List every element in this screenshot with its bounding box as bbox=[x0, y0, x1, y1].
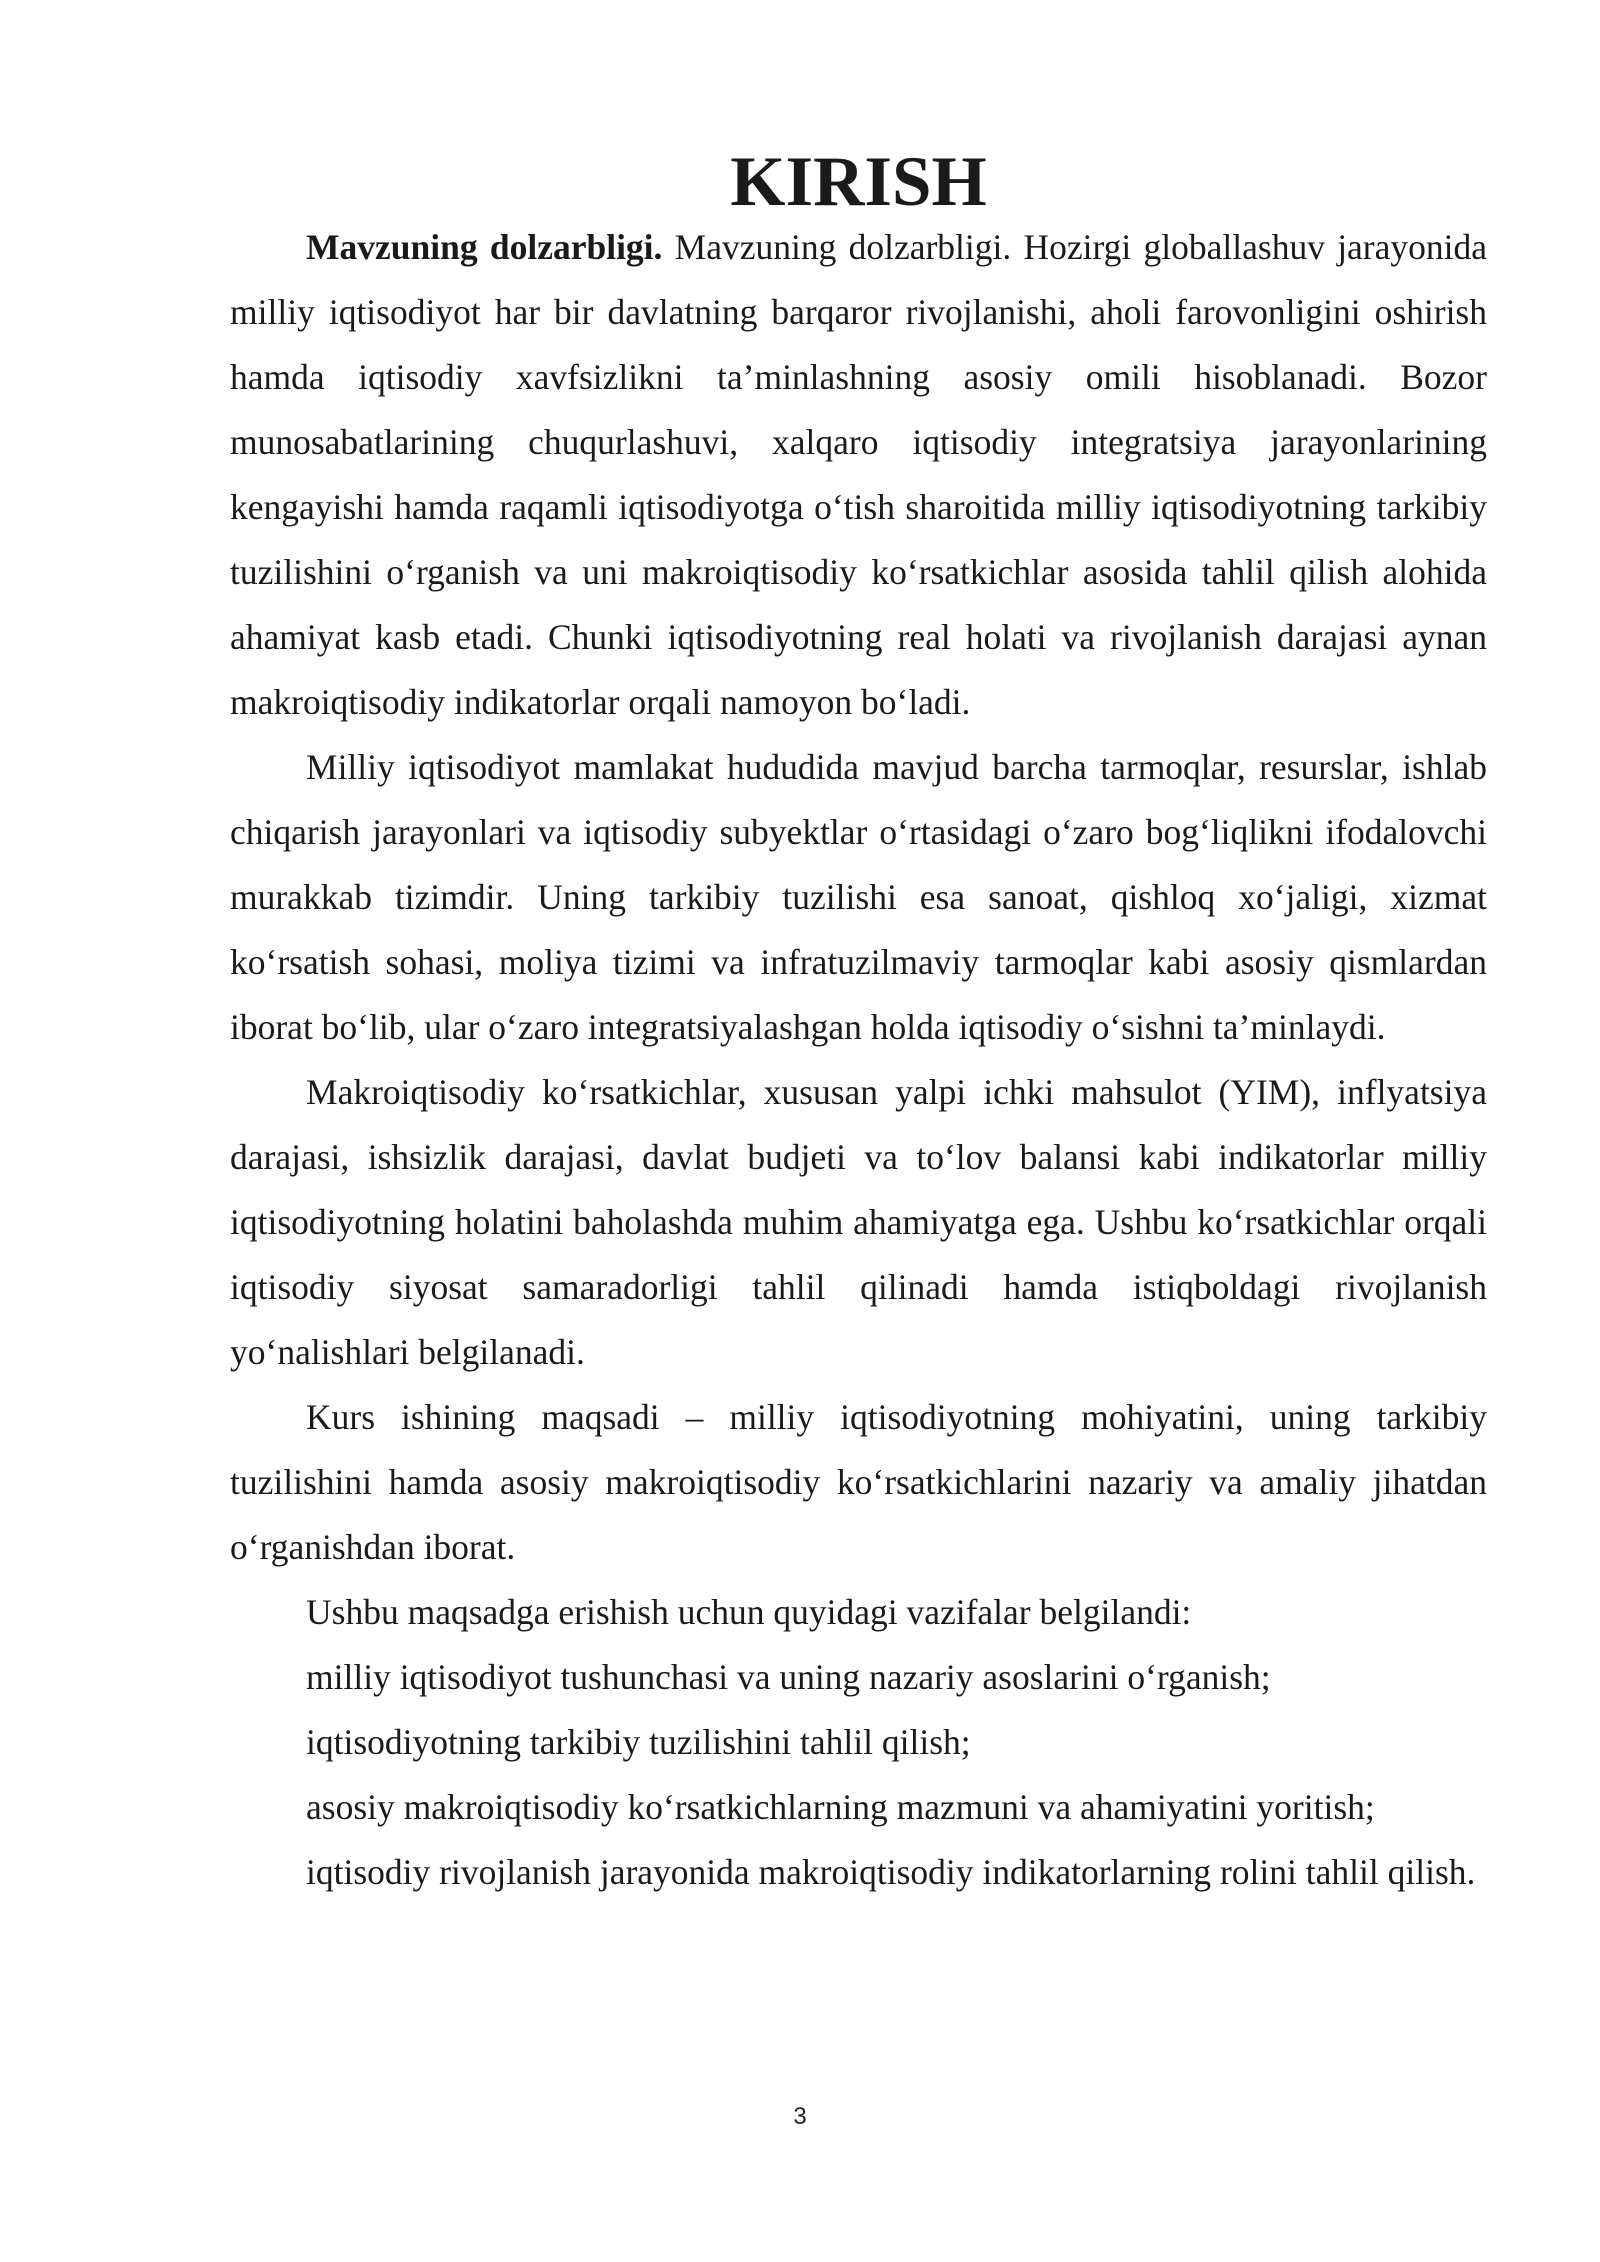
task-item: milliy iqtisodiyot tushunchasi va uning nazariy asoslarini o‘rganish; bbox=[306, 1657, 1271, 1697]
paragraph-relevance bbox=[230, 215, 1487, 735]
page-number: 3 bbox=[793, 2103, 807, 2130]
paragraph-lead: Mavzuning dolzarbligi. bbox=[306, 227, 663, 267]
paragraph-national-economy: Milliy iqtisodiyot mamlakat hududida mavjud barcha tarmoqlar, resurslar, ishlab chiqarish jarayonlari va iqtisodiy subyektlar o‘rtasidagi o‘zaro bog‘liqlikni ifodalovchi murakkab tizimdir. Uning tarkibiy tuzilishi esa sanoat, qishloq xo‘jaligi, xizmat ko‘rsatish sohasi, moliya tizimi va infratuzilmaviy tarmoqlar kabi asosiy qismlardan iborat bo‘lib, ular o‘zaro integratsiyalashgan holda iqtisodiy o‘sishni ta’minlaydi. bbox=[230, 747, 1487, 1047]
task-item: asosiy makroiqtisodiy ko‘rsatkichlarning mazmuni va ahamiyatini yoritish; bbox=[306, 1787, 1375, 1827]
document-page bbox=[230, 143, 1488, 1905]
task-item: iqtisodiy rivojlanish jarayonida makroiqtisodiy indikatorlarning rolini tahlil qilish. bbox=[306, 1852, 1476, 1892]
paragraph-text: Mavzuning dolzarbligi. Hozirgi globallashuv jarayonida milliy iqtisodiyot har bir davlatning barqaror rivojlanishi, aholi farovonligini oshirish hamda iqtisodiy xavfsizlikni ta’minlashning asosiy omili hisoblanadi. Bozor munosabatlarining chuqurlashuvi, xalqaro iqtisodiy integratsiya jarayonlarining kengayishi hamda raqamli iqtisodiyotga o‘tish sharoitida milliy iqtisodiyotning tarkibiy tuzilishini o‘rganish va uni makroiqtisodiy ko‘rsatkichlar asosida tahlil qilish alohida ahamiyat kasb etadi. Chunki iqtisodiyotning real holati va rivojlanish darajasi aynan makroiqtisodiy indikatorlar orqali namoyon bo‘ladi. bbox=[230, 227, 1488, 722]
task-item: iqtisodiyotning tarkibiy tuzilishini tahlil qilish; bbox=[306, 1722, 971, 1762]
page-title: KIRISH bbox=[730, 143, 987, 221]
paragraph-macro-indicators: Makroiqtisodiy ko‘rsatkichlar, xususan yalpi ichki mahsulot (YIM), inflyatsiya darajasi, ishsizlik darajasi, davlat budjeti va to‘lov balansi kabi indikatorlar milliy iqtisodiyotning holatini baholashda muhim ahamiyatga ega. Ushbu ko‘rsatkichlar orqali iqtisodiy siyosat samaradorligi tahlil qilinadi hamda istiqboldagi rivojlanish yo‘nalishlari belgilanadi. bbox=[230, 1072, 1487, 1372]
paragraph-course-goal: Kurs ishining maqsadi – milliy iqtisodiyotning mohiyatini, uning tarkibiy tuzilishini hamda asosiy makroiqtisodiy ko‘rsatkichlarini nazariy va amaliy jihatdan o‘rganishdan iborat. bbox=[230, 1397, 1487, 1567]
paragraph-tasks-intro: Ushbu maqsadga erishish uchun quyidagi vazifalar belgilandi: bbox=[306, 1592, 1192, 1632]
